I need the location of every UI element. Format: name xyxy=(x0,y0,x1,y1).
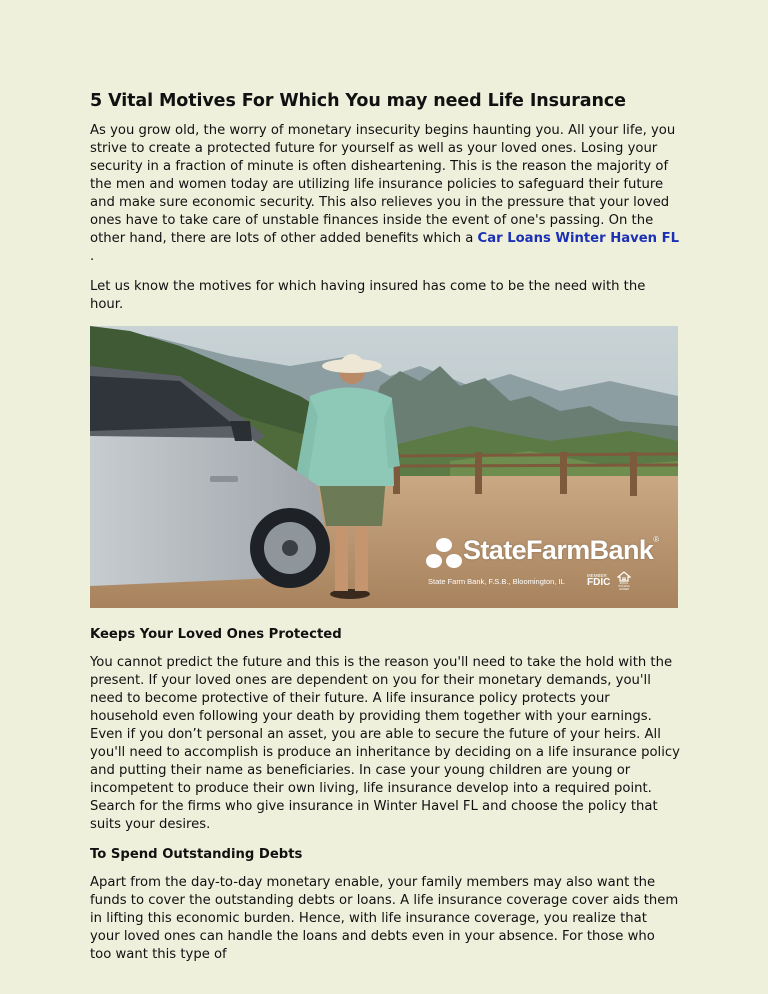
article xyxy=(90,90,680,976)
statefarm-bank-logo xyxy=(420,533,660,595)
article-title: 5 Vital Motives For Which You may need Life Insurance xyxy=(90,91,626,111)
fdic-badge: MEMBER FDIC xyxy=(587,573,611,588)
equal-housing-icon: EQUAL HOUSING LENDER xyxy=(617,571,631,589)
hero-image xyxy=(90,326,678,608)
car-loans-link[interactable]: Car Loans Winter Haven FL xyxy=(477,231,680,246)
section-1-heading: Keeps Your Loved Ones Protected xyxy=(90,627,342,642)
statefarm-ovals-icon xyxy=(424,537,464,571)
section-2-body: Apart from the day-to-day monetary enable, your family members may also want the funds to cover the outstanding debts or loans. A life insurance coverage cover aids them in lifting this economic burden. Hence, with life insurance coverage, you realize that your loved ones can handle the loans and debts even in your absence. For those who too want this type of xyxy=(90,875,679,962)
logo-caption: State Farm Bank, F.S.B., Bloomington, IL xyxy=(428,577,565,586)
section-2-heading: To Spend Outstanding Debts xyxy=(90,847,303,862)
intro-text: As you grow old, the worry of monetary insecurity begins haunting you. All your life, you strive to create a protected future for yourself as well as your loved ones. Losing your security in a fraction of minute is often disheartening. This is the reason the majority of the men and women today are utilizing life insurance policies to safeguard their future and make sure economic security. This also relieves you in the pressure that your loved ones have to take care of unstable finances inside the event of one's passing. On the other hand, there are lots of other added benefits which a xyxy=(90,123,676,246)
intro-end: . xyxy=(90,249,95,264)
lead-paragraph: Let us know the motives for which having insured has come to be the need with the hour. xyxy=(90,279,646,312)
section-1-body: You cannot predict the future and this is the reason you'll need to take the hold with the present. If your loved ones are dependent on you for their monetary demands, you'll need to become protective of their future. A life insurance policy protects your household even following your death by providing them together with your earnings. Even if you don’t personal an asset, you are able to secure the future of your heirs. All you'll need to accomplish is produce an inheritance by deciding on a life insurance policy and putting their name as beneficiaries. In case your young children are young or incompetent to produce their own living, life insurance develop into a required point. Search for the firms who give insurance in Winter Havel FL and choose the policy that suits your desires. xyxy=(90,655,680,832)
intro-paragraph xyxy=(90,122,680,266)
logo-wordmark: StateFarmBank® xyxy=(463,535,659,565)
